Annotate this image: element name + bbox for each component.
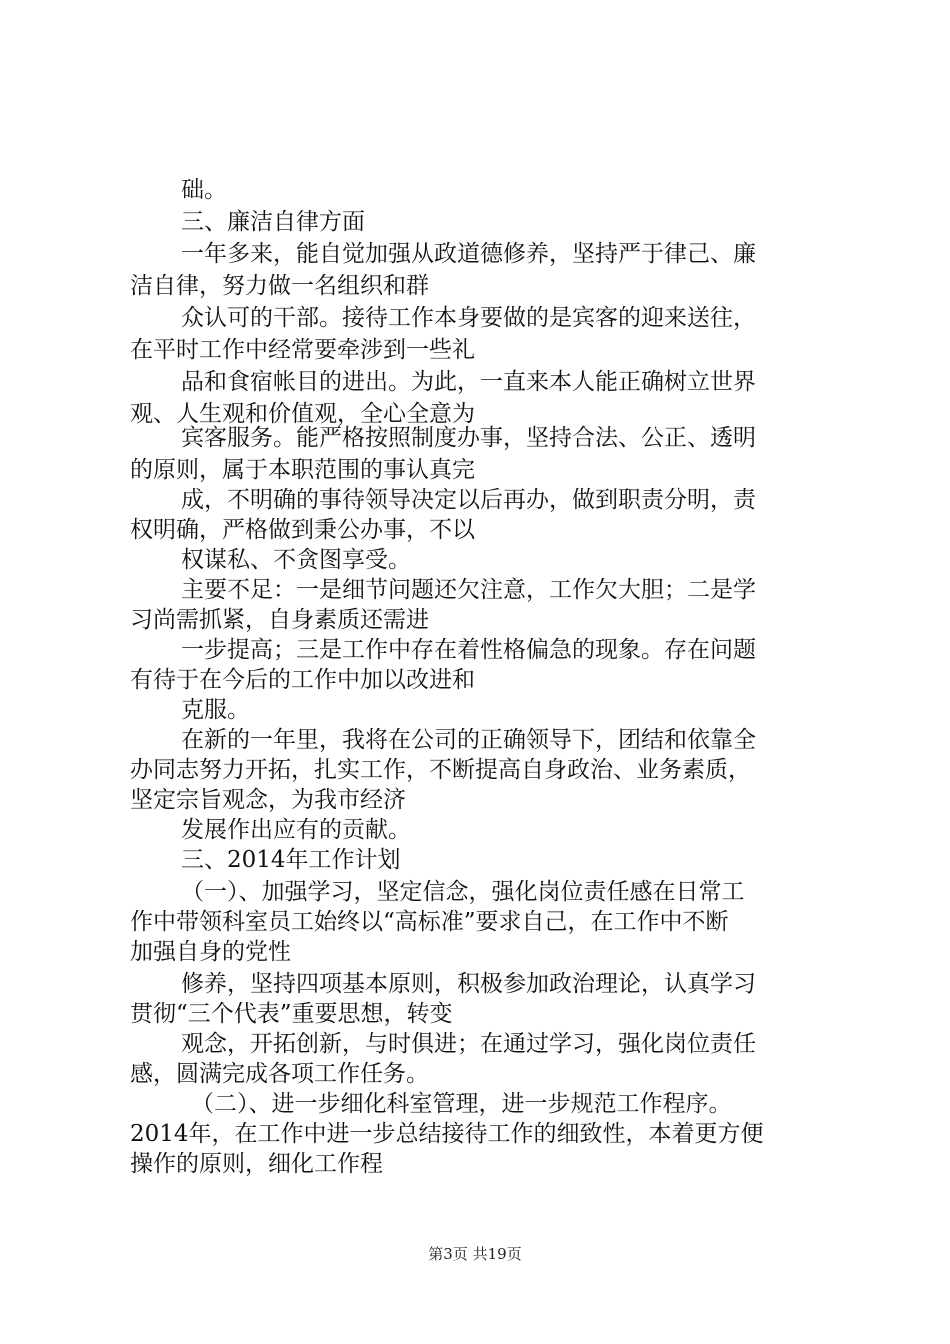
body-line-26: 加强自身的党性 [130,939,291,965]
body-line-21: 坚定宗旨观念，为我市经济 [130,787,406,813]
page-footer [0,1244,950,1264]
body-line-32: 2014年，在工作中进一步总结接待工作的细致性，本着更方便 [130,1121,764,1147]
body-line-15: 习尚需抓紧，自身素质还需进 [130,607,429,633]
body-line-31: （二）、进一步细化科室管理，进一步规范工作程序。 [191,1091,732,1117]
body-line-8: 观、人生观和价值观，全心全意为 [130,401,475,427]
body-line-12: 权明确，严格做到秉公办事，不以 [130,517,475,543]
body-line-25: 作中带领科室员工始终以“高标准”要求自己，在工作中不断 [130,909,729,935]
body-line-24: （一）、加强学习，坚定信念，强化岗位责任感在日常工 [181,879,745,905]
body-line-33: 操作的原则，细化工作程 [130,1151,383,1177]
body-line-11: 成，不明确的事待领导决定以后再办，做到职责分明，责 [181,487,756,513]
body-line-14: 主要不足：一是细节问题还欠注意，工作欠大胆；二是学 [181,577,756,603]
body-line-19: 在新的一年里，我将在公司的正确领导下，团结和依靠全 [181,727,756,753]
body-line-29: 观念，开拓创新，与时俱进；在通过学习，强化岗位责任 [181,1031,756,1057]
body-line-27: 修养，坚持四项基本原则，积极参加政治理论，认真学习 [181,971,756,997]
body-line-17: 有待于在今后的工作中加以改进和 [130,667,475,693]
body-line-3: 一年多来，能自觉加强从政道德修养，坚持严于律己、廉 [181,241,756,267]
body-line-30: 感，圆满完成各项工作任务。 [130,1061,429,1087]
body-line-1: 础。 [181,177,227,203]
body-line-4: 洁自律，努力做一名组织和群 [130,273,429,299]
body-line-13: 权谋私、不贪图享受。 [181,547,411,573]
section-heading-integrity: 三、廉洁自律方面 [181,209,365,235]
body-line-5: 众认可的干部。接待工作本身要做的是宾客的迎来送往， [181,305,756,331]
body-line-16: 一步提高；三是工作中存在着性格偏急的现象。存在问题 [181,637,756,663]
body-line-6: 在平时工作中经常要牵涉到一些礼 [130,337,475,363]
body-line-22: 发展作出应有的贡献。 [181,817,411,843]
body-line-10: 的原则，属于本职范围的事认真完 [130,457,475,483]
section-heading-2014-plan: 三、2014年工作计划 [181,847,401,873]
body-line-20: 办同志努力开拓，扎实工作，不断提高自身政治、业务素质， [130,757,751,783]
page-number-label: 第3页 共19页 [428,1245,522,1263]
body-line-7: 品和食宿帐目的进出。为此，一直来本人能正确树立世界 [181,369,756,395]
body-line-28: 贯彻“三个代表”重要思想，转变 [130,1001,453,1027]
body-line-9: 宾客服务。能严格按照制度办事，坚持合法、公正、透明 [181,425,756,451]
body-line-18: 克服。 [181,697,250,723]
